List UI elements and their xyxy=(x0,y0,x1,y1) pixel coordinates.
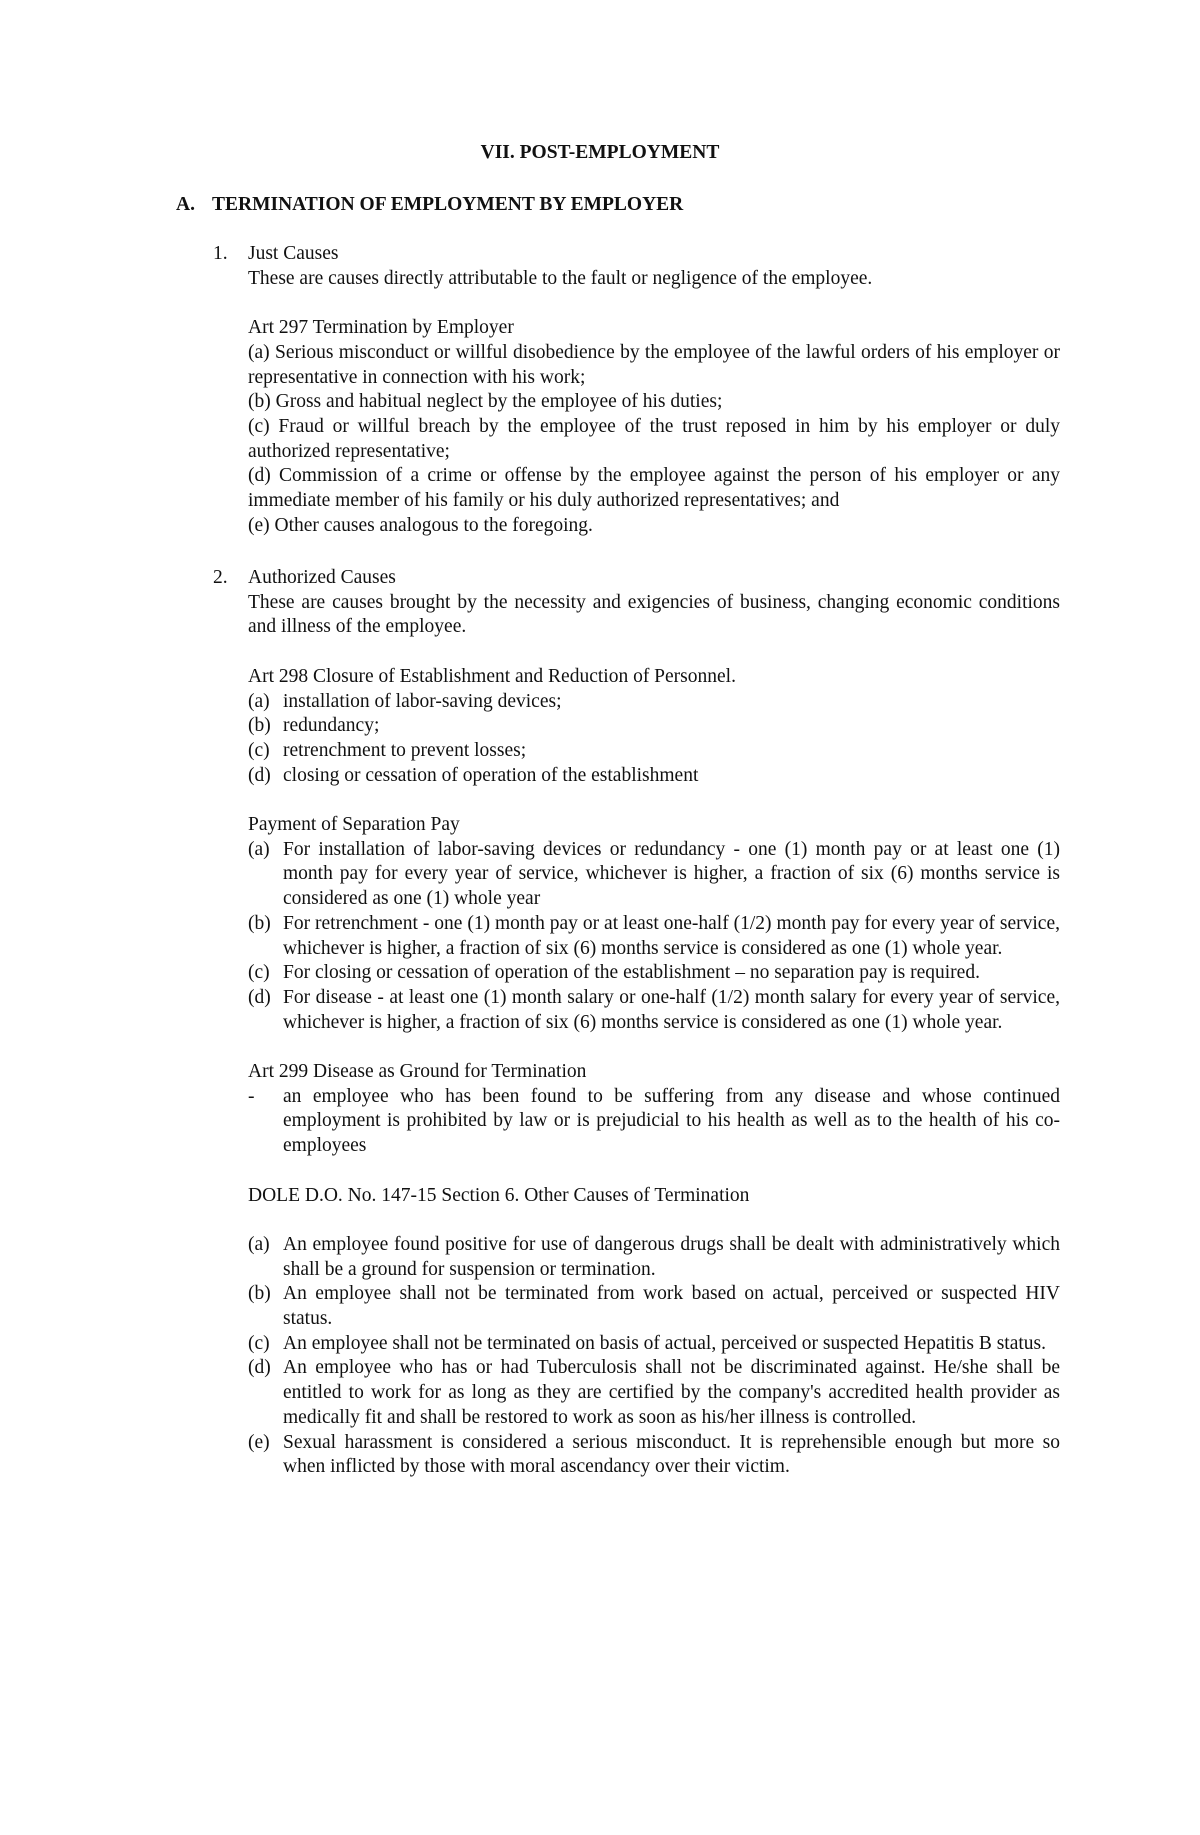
art298-item xyxy=(248,764,1060,789)
item-text: closing or cessation of operation of the establishment xyxy=(283,764,699,786)
authorized-causes-heading xyxy=(213,566,1060,591)
item-text: For closing or cessation of operation of the establishment – no separation pay is required. xyxy=(283,962,980,984)
dole-item xyxy=(248,1356,1060,1430)
art298-item xyxy=(248,714,1060,739)
item-label: (d) xyxy=(248,986,271,1008)
item-text: installation of labor-saving devices; xyxy=(283,690,562,712)
authorized-causes-title: Authorized Causes xyxy=(248,567,396,588)
dole-item xyxy=(248,1282,1060,1331)
item-label: (b) xyxy=(248,912,271,934)
dole-item xyxy=(248,1431,1060,1480)
art297-item-b: (b) Gross and habitual neglect by the employee of his duties; xyxy=(248,391,723,413)
separation-pay-item xyxy=(248,961,1060,986)
item-text: Sexual harassment is considered a serious misconduct. It is reprehensible enough but more so when inflicted by those with moral ascendancy over their victim. xyxy=(283,1431,1060,1478)
separation-pay-item xyxy=(248,986,1060,1035)
just-causes-description: These are causes directly attributable to the fault or negligence of the employee. xyxy=(248,267,873,289)
art297-title: Art 297 Termination by Employer xyxy=(248,317,514,339)
item-text: An employee who has or had Tuberculosis shall not be discriminated against. He/she shall be entitled to work for as long as they are certified by the company's accredited health provider as medically fit and shall be restored to work as soon as his/her illness is controlled. xyxy=(283,1357,1060,1428)
art297-item-c: (c) Fraud or willful breach by the employee of the trust reposed in him by his employer or duly authorized representative; xyxy=(248,415,1060,462)
item-label: (a) xyxy=(248,690,270,712)
art297-item-d: (d) Commission of a crime or offense by the employee against the person of his employer or any immediate member of his family or his duly authorized representatives; and xyxy=(248,465,1060,512)
authorized-causes-description: These are causes brought by the necessity and exigencies of business, changing economic conditions and illness of the employee. xyxy=(248,591,1060,638)
item-text: An employee shall not be terminated on basis of actual, perceived or suspected Hepatitis B status. xyxy=(283,1332,1046,1354)
separation-pay-item xyxy=(248,912,1060,961)
art298-item xyxy=(248,739,1060,764)
item-text: redundancy; xyxy=(283,715,380,737)
item-label: (c) xyxy=(248,739,270,761)
just-causes-heading xyxy=(213,242,1060,267)
page-title: VII. POST-EMPLOYMENT xyxy=(480,142,720,163)
item-label: (b) xyxy=(248,1283,271,1305)
just-causes-section xyxy=(213,242,1060,538)
item-text: retrenchment to prevent losses; xyxy=(283,739,527,761)
item-label: (e) xyxy=(248,1431,270,1453)
art299-title: Art 299 Disease as Ground for Termination xyxy=(248,1061,587,1083)
art298-item xyxy=(248,690,1060,715)
item-text: For retrenchment - one (1) month pay or at least one-half (1/2) month pay for every year of service, whichever is higher, a fraction of six (6) months service is considered as one (1) whole year. xyxy=(283,912,1060,959)
section-a-heading xyxy=(176,192,683,217)
dole-item xyxy=(248,1332,1060,1357)
dole-item xyxy=(248,1233,1060,1282)
art299-item xyxy=(248,1085,1060,1159)
item-text: an employee who has been found to be suffering from any disease and whose continued employment is prohibited by law or is prejudicial to his health as well as to the health of his co-employees xyxy=(283,1085,1060,1157)
separation-pay-title: Payment of Separation Pay xyxy=(248,814,460,835)
section-a-title: TERMINATION OF EMPLOYMENT BY EMPLOYER xyxy=(212,194,684,215)
art298-title: Art 298 Closure of Establishment and Reduction of Personnel. xyxy=(248,665,736,687)
art297-item-a: (a) Serious misconduct or willful disobedience by the employee of the lawful orders of his employer or representative in connection with his work; xyxy=(248,341,1060,388)
just-causes-title: Just Causes xyxy=(248,243,339,264)
separation-pay-item xyxy=(248,838,1060,912)
item-label: (a) xyxy=(248,838,270,860)
authorized-causes-section xyxy=(213,566,1060,1480)
authorized-causes-number: 2. xyxy=(213,567,228,588)
item-label: (c) xyxy=(248,1332,270,1354)
item-text: An employee shall not be terminated from work based on actual, perceived or suspected HIV status. xyxy=(283,1283,1060,1330)
section-a-letter: A. xyxy=(176,194,195,215)
item-label: (a) xyxy=(248,1233,270,1255)
item-label: - xyxy=(248,1085,255,1107)
dole-title: DOLE D.O. No. 147-15 Section 6. Other Causes of Termination xyxy=(248,1184,750,1206)
just-causes-number: 1. xyxy=(213,243,228,264)
item-text: For installation of labor-saving devices or redundancy - one (1) month pay or at least one (1) month pay for every year of service, whichever is higher, a fraction of six (6) months service is considered as one (1) whole year xyxy=(283,838,1060,910)
item-label: (b) xyxy=(248,715,271,737)
item-label: (c) xyxy=(248,962,270,984)
item-label: (d) xyxy=(248,764,271,786)
art297-item-e: (e) Other causes analogous to the foregoing. xyxy=(248,514,593,536)
item-text: For disease - at least one (1) month salary or one-half (1/2) month salary for every year of service, whichever is higher, a fraction of six (6) months service is considered as one (1) whole year. xyxy=(283,986,1060,1033)
item-label: (d) xyxy=(248,1357,271,1379)
item-text: An employee found positive for use of dangerous drugs shall be dealt with administratively which shall be a ground for suspension or termination. xyxy=(283,1233,1060,1280)
